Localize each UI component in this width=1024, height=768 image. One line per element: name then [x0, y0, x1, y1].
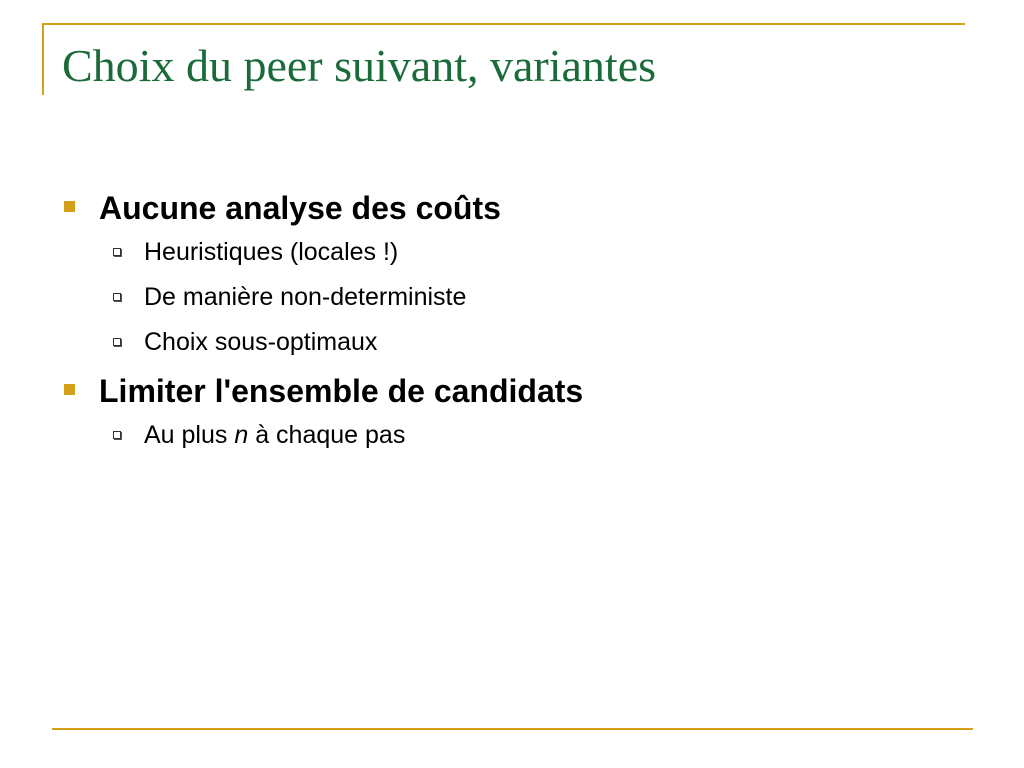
hollow-square-bullet-icon: [113, 338, 121, 346]
sub-bullet-item: [62, 275, 962, 320]
sub-bullet-item: [62, 230, 962, 275]
sub-bullet-text: [144, 413, 405, 458]
bullet-group-1: [62, 186, 962, 365]
hollow-square-bullet-icon: [113, 293, 121, 301]
bullet-list: [62, 186, 962, 462]
hollow-square-bullet-icon: [113, 248, 121, 256]
filled-square-bullet-icon: [64, 384, 75, 395]
sub-bullet-text: Heuristiques (locales !): [144, 238, 399, 266]
sub-bullet-item: [62, 413, 962, 458]
filled-square-bullet-icon: [64, 201, 75, 212]
frame-bottom-rule: [52, 728, 973, 730]
bullet-item: [62, 186, 962, 230]
hollow-square-bullet-icon: [113, 431, 121, 439]
bullet-item: [62, 369, 962, 413]
sub-bullet-text: De manière non-deterministe: [144, 283, 467, 311]
bullet-text: Limiter l'ensemble de candidats: [99, 373, 584, 409]
slide-title: Choix du peer suivant, variantes: [62, 40, 657, 91]
bullet-text: Aucune analyse des coûts: [99, 190, 501, 226]
sub-bullet-text-before: Au plus: [144, 421, 235, 449]
sub-bullet-item: [62, 320, 962, 365]
sub-bullet-text-after: à chaque pas: [248, 421, 406, 449]
frame-left-rule: [42, 23, 44, 95]
bullet-group-2: [62, 369, 962, 458]
sub-bullet-text: Choix sous-optimaux: [144, 328, 378, 356]
sub-bullet-text-italic: n: [234, 421, 249, 449]
frame-top-rule: [43, 23, 965, 25]
